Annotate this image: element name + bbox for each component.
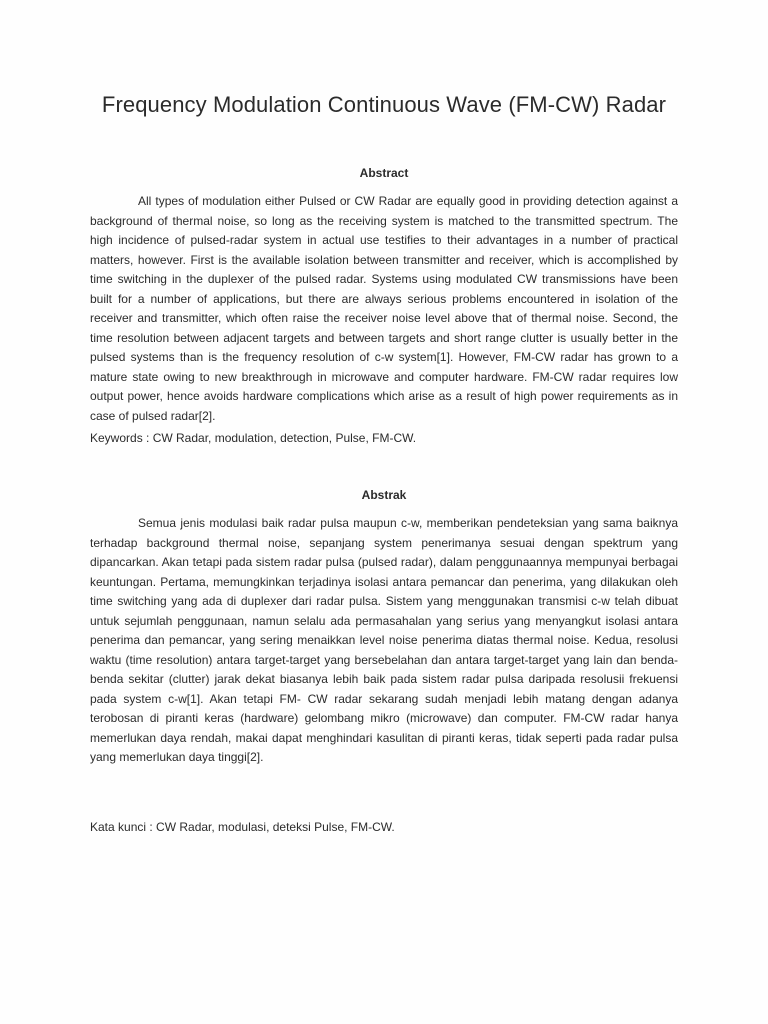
abstrak-body: Semua jenis modulasi baik radar pulsa maupun c-w, memberikan pendeteksian yang sama baiknya terhadap background thermal noise, sepanjang system penerimanya sesuai dengan spektrum yang dipancarkan. Akan tetapi pada sistem radar pulsa (pulsed radar), dalam penggunaannya mempunyai berbagai keuntungan. Pertama, memungkinkan terjadinya isolasi antara pemancar dan penerima, yang dilakukan oleh time switching yang ada di duplexer dari radar pulsa. Sistem yang menggunakan transmisi c-w telah dibuat untuk sejumlah penggunaan, namun selalu ada permasahalan yang serius yang menyangkut isolasi antara penerima dan pemancar, yang sering menaikkan level noise penerima diatas thermal noise. Kedua, resolusi waktu (time resolution) antara target-target yang bersebelahan dan antara target-target yang lain dan benda-benda sekitar (clutter) jarak dekat biasanya lebih baik pada sistem radar pulsa daripada resolusii frekuensi pada system c-w[1]. Akan tetapi FM- CW radar sekarang sudah menjadi lebih matang dengan adanya terobosan di piranti keras (hardware) gelombang mikro (microwave) dan computer. FM-CW radar hanya memerlukan daya rendah, makai dapat menghindari kasulitan di piranti keras, tidak seperti pada radar pulsa yang memerlukan daya tinggi[2]. (90, 516, 678, 764)
abstrak-heading: Abstrak (361, 488, 407, 502)
paper-title: Frequency Modulation Continuous Wave (FM-CW) Radar (101, 92, 667, 117)
kata-kunci-line: Kata kunci : CW Radar, modulasi, deteksi Pulse, FM-CW. (90, 820, 395, 834)
keywords-line: Keywords : CW Radar, modulation, detection, Pulse, FM-CW. (90, 431, 417, 445)
abstract-heading: Abstract (359, 166, 409, 180)
abstract-body: All types of modulation either Pulsed or CW Radar are equally good in providing detection against a background of thermal noise, so long as the receiving system is matched to the transmitted spectrum. The high incidence of pulsed-radar system in actual use testifies to their advantages in a number of practical matters, however. First is the available isolation between transmitter and receiver, which is accomplished by time switching in the duplexer of the pulsed radar. Systems using modulated CW transmissions have been built for a number of applications, but there are always serious problems encountered in isolation of the receiver and transmitter, which often raise the receiver noise level above that of thermal noise. Second, the time resolution between adjacent targets and between targets and short range clutter is usually better in the pulsed systems than is the frequency resolution of c-w system[1]. However, FM-CW radar has grown to a mature state owing to new breakthrough in microwave and computer hardware. FM-CW radar requires low output power, hence avoids hardware complications which arise as a result of high power requirements as in case of pulsed radar[2]. (90, 194, 678, 423)
